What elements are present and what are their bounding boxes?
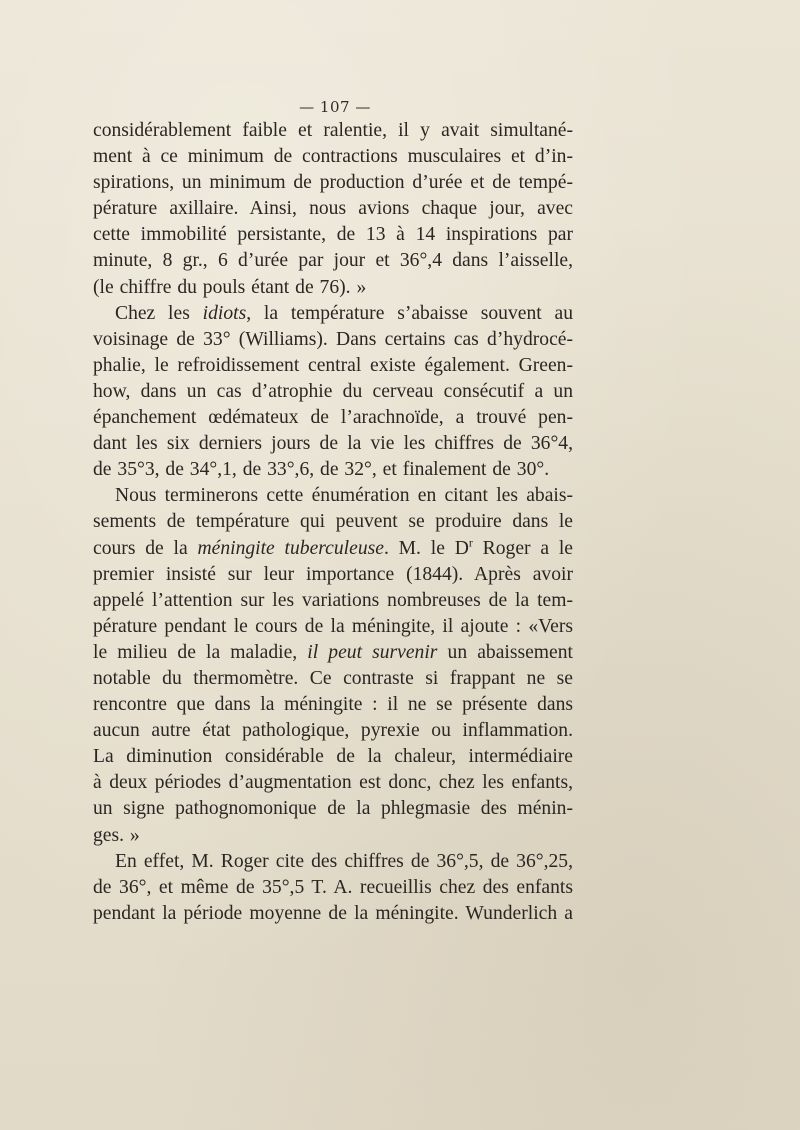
text-line: Nous terminerons cette énumération en citant les abais- xyxy=(115,485,573,507)
text-line: minute, 8 gr., 6 d’urée par jour et 36°,4 dans l’aisselle, xyxy=(93,250,573,272)
text-line: how, dans un cas d’atrophie du cerveau consécutif a un xyxy=(93,380,573,402)
text-line: pérature pendant le cours de la méningite, il ajoute : «Vers xyxy=(93,615,573,637)
text-line xyxy=(93,640,573,666)
text-segment: . M. le D xyxy=(383,537,469,559)
text-line: rencontre que dans la méningite : il ne se présente dans xyxy=(93,694,573,716)
text-line: un signe pathognomonique de la phlegmasie des ménin- xyxy=(93,798,573,820)
text-line: phalie, le refroidissement central existe également. Green- xyxy=(93,354,573,376)
text-line: épanchement œdémateux de l’arachnoïde, a trouvé pen- xyxy=(93,407,573,429)
text-segment: Roger a le xyxy=(472,537,573,559)
text-line: pendant la période moyenne de la méningite. Wunderlich a xyxy=(93,902,573,924)
text-segment: un abaissement xyxy=(437,641,573,663)
text-line: ment à ce minimum de contractions musculaires et d’in- xyxy=(93,146,573,168)
text-line: à deux périodes d’augmentation est donc, chez les enfants, xyxy=(93,772,573,794)
text-line xyxy=(93,536,573,562)
text-line: premier insisté sur leur importance (1844). Après avoir xyxy=(93,563,573,585)
text-line: notable du thermomètre. Ce contraste si frappant ne se xyxy=(93,667,573,689)
text-line: sements de température qui peuvent se produire dans le xyxy=(93,511,573,533)
body-text xyxy=(93,118,573,927)
text-line: pérature axillaire. Ainsi, nous avions chaque jour, avec xyxy=(93,198,573,220)
text-line: La diminution considérable de la chaleur, intermédiaire xyxy=(93,746,573,768)
text-line: de 35°3, de 34°,1, de 33°,6, de 32°, et finalement de 30°. xyxy=(93,459,550,481)
text-segment: cours de la xyxy=(93,537,198,559)
text-line: En effet, M. Roger cite des chiffres de 36°,5, de 36°,25, xyxy=(115,850,573,872)
page-number: — 107 — xyxy=(299,98,371,116)
text-line: considérablement faible et ralentie, il y avait simultané- xyxy=(93,120,573,141)
text-segment: , la température s’abaisse souvent au xyxy=(246,302,573,324)
text-line: de 36°, et même de 35°,5 T. A. recueillis chez des enfants xyxy=(93,876,573,898)
italic-term: idiots xyxy=(202,302,247,324)
text-line: appelé l’attention sur les variations nombreuses de la tem- xyxy=(93,589,573,611)
text-line xyxy=(93,301,573,327)
text-line: cette immobilité persistante, de 13 à 14 inspirations par xyxy=(93,224,573,246)
italic-term: il peut survenir xyxy=(307,641,438,663)
text-line: dant les six derniers jours de la vie les chiffres de 36°4, xyxy=(93,433,573,455)
text-line: aucun autre état pathologique, pyrexie ou inflammation. xyxy=(93,720,573,742)
text-segment: Chez les xyxy=(115,302,203,324)
italic-term: méningite tuberculeuse xyxy=(197,537,384,559)
superscript: r xyxy=(468,534,473,549)
text-line: voisinage de 33° (Williams). Dans certains cas d’hydrocé- xyxy=(93,328,573,350)
text-line: spirations, un minimum de production d’urée et de tempé- xyxy=(93,172,573,194)
text-segment: le milieu de la maladie, xyxy=(93,641,308,663)
text-line: ges. » xyxy=(93,824,140,846)
text-line: (le chiffre du pouls étant de 76). » xyxy=(93,276,367,298)
